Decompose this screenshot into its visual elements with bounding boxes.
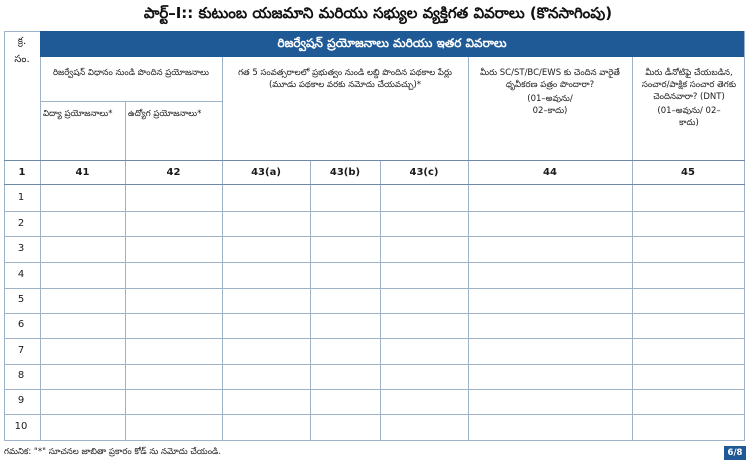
- table-row-number: 8: [17, 370, 25, 381]
- row-divider: [4, 288, 745, 289]
- serial-header-line1: క్ర.: [17, 36, 27, 47]
- column-number: 43(b): [329, 167, 361, 178]
- table-border-bottom: [4, 440, 745, 441]
- caste-certificate-question: మీరు SC/ST/BC/EWS కు చెందిన వారైతే ధృవీకరణ పత్రం పొందారా?: [480, 68, 620, 90]
- col-divider: [125, 101, 126, 441]
- table-row-number: 10: [14, 421, 28, 432]
- table-row-number: 2: [17, 218, 25, 229]
- col-divider: [310, 160, 311, 441]
- table-row-number: 7: [17, 345, 25, 356]
- table-row-number: 9: [17, 395, 25, 406]
- row-divider: [4, 211, 745, 212]
- employment-header: ఉద్యోగ ప్రయోజనాలు*: [128, 109, 202, 119]
- row-divider: [4, 184, 745, 185]
- table-row-number: 6: [17, 319, 25, 330]
- column-number: 41: [75, 167, 90, 178]
- row-divider: [4, 262, 745, 263]
- col-divider: [468, 57, 469, 441]
- row-divider: [4, 364, 745, 365]
- page-title: పార్ట్–I:: కుటుంబ యజమాని మరియు సభ్యుల వ్యక్తిగత వివరాలు (కొనసాగింపు): [143, 4, 613, 22]
- row-divider: [4, 160, 745, 161]
- caste-certificate-header: [472, 67, 628, 117]
- row-divider: [4, 414, 745, 415]
- column-number: 45: [681, 167, 695, 178]
- row-divider: [40, 101, 222, 102]
- column-number: 1: [18, 167, 26, 178]
- column-number: 42: [166, 167, 181, 178]
- serial-header: [4, 36, 40, 66]
- serial-header-line2: సం.: [14, 54, 30, 65]
- column-number: 43(a): [251, 167, 281, 178]
- dnt-options: (01–అవును/ 02–కాదు): [657, 106, 721, 128]
- table-row-number: 3: [17, 243, 25, 254]
- education-header: విద్యా ప్రయోజనాలు*: [43, 109, 113, 119]
- table-row-number: 5: [17, 294, 25, 305]
- table-row-number: 4: [17, 269, 25, 280]
- dnt-header: [636, 67, 742, 129]
- govt-schemes-header: గత 5 సంవత్సరాలలో ప్రభుత్వం నుండి లబ్ది పొందిన పథకాల పేర్లు (మూడు పథకాల వరకు నమోదు చేయవచ్చు)*: [238, 68, 452, 90]
- column-number: 44: [543, 167, 557, 178]
- page-number: 6/8: [724, 446, 746, 460]
- row-divider: [4, 313, 745, 314]
- caste-certificate-options: (01–అవును/ 02–కాదు): [527, 94, 573, 116]
- section-banner: రిజర్వేషన్ ప్రయోజనాలు మరియు ఇతర వివరాలు: [40, 31, 744, 57]
- row-divider: [4, 338, 745, 339]
- column-number: 43(c): [409, 167, 439, 178]
- row-divider: [4, 236, 745, 237]
- row-divider: [4, 389, 745, 390]
- footer-note: గమనిక: "*" సూచనల జాబితా ప్రకారం కోడ్ ను నమోదు చేయండి.: [4, 447, 222, 457]
- col-divider: [380, 160, 381, 441]
- dnt-question: మీరు డీనోటిఫై చేయబడిన, సంచార/పాక్షిక సంచార తెగకు చెందినవారా? (DNT): [641, 68, 737, 102]
- table-row-number: 1: [17, 192, 25, 203]
- reservation-benefits-header: రిజర్వేషన్ విధానం నుండి పొందిన ప్రయోజనాలు: [53, 68, 209, 78]
- col-divider: [632, 57, 633, 441]
- col-divider: [222, 57, 223, 441]
